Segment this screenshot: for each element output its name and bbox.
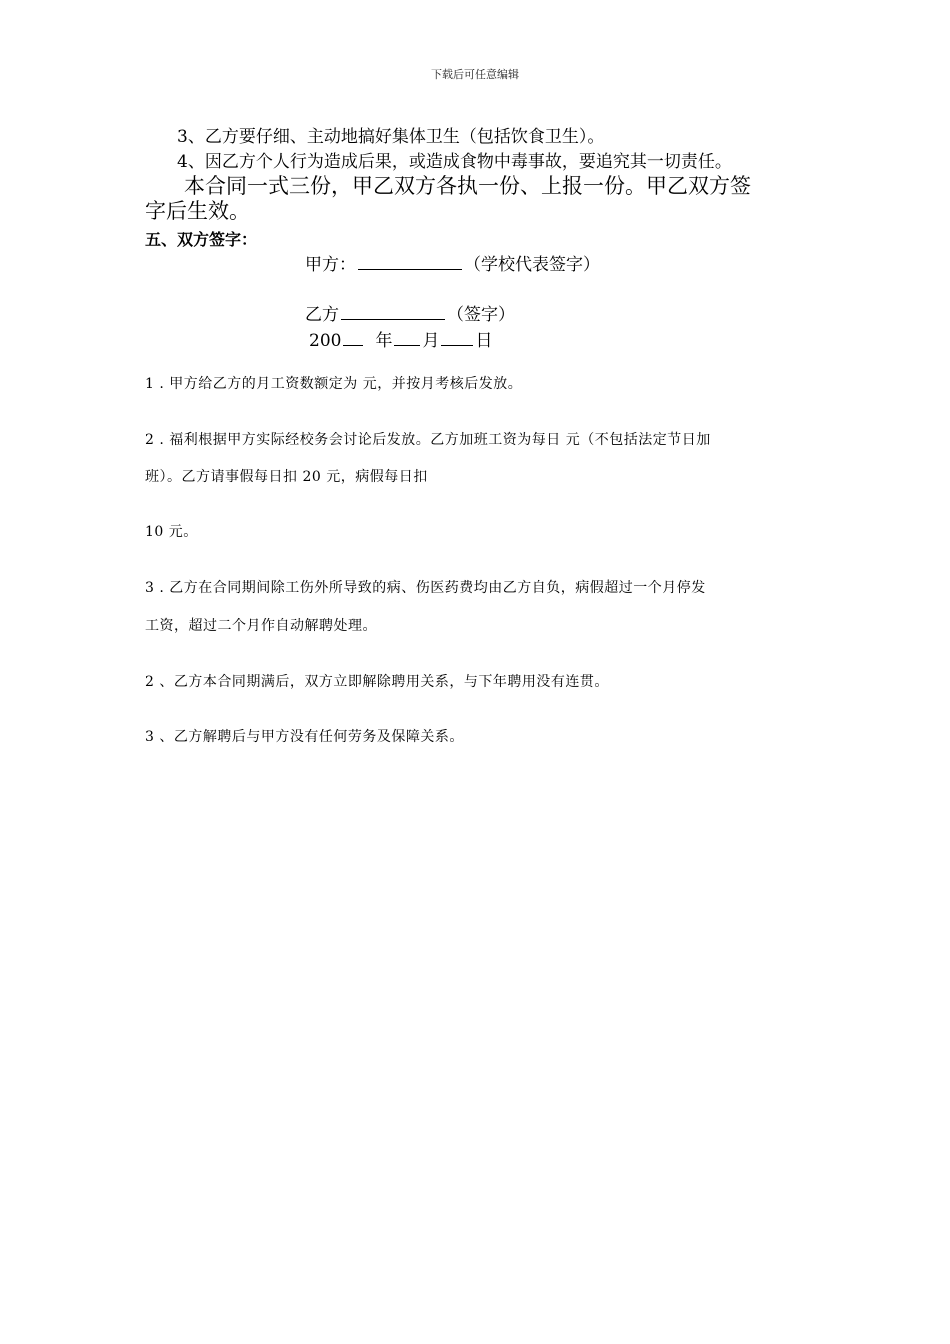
date-day-blank (441, 328, 473, 346)
party-b-signature-line (305, 300, 515, 325)
term-3-line-1: 3 . 乙方在合同期间除工伤外所导致的病、伤医药费均由乙方自负，病假超过一个月停发 (145, 580, 706, 596)
term-2-line-2: 班）。乙方请事假每日扣 20 元，病假每日扣 (145, 469, 428, 485)
date-day-unit: 日 (475, 331, 493, 351)
party-a-note: （学校代表签字） (464, 255, 600, 275)
term-2-line-1: 2 . 福利根据甲方实际经校务会讨论后发放。乙方加班工资为每日 元（不包括法定节日加 (145, 432, 711, 448)
signature-date-line (309, 326, 492, 351)
copies-clause-line-1: 本合同一式三份，甲乙双方各执一份、上报一份。甲乙双方签 (184, 174, 751, 198)
term-4: 2 、乙方本合同期满后，双方立即解除聘用关系，与下年聘用没有连贯。 (145, 674, 609, 690)
signature-heading: 五、双方签字： (145, 230, 258, 249)
clause-item-4: 4、因乙方个人行为造成后果，或造成食物中毒事故，要追究其一切责任。 (177, 152, 732, 172)
copies-clause-line-2: 字后生效。 (145, 199, 250, 223)
clause-item-3: 3、乙方要仔细、主动地搞好集体卫生（包括饮食卫生）。 (177, 127, 605, 147)
date-year-prefix: 200 (309, 331, 342, 351)
term-3-line-2: 工资，超过二个月作自动解聘处理。 (145, 618, 377, 634)
term-5: 3 、乙方解聘后与甲方没有任何劳务及保障关系。 (145, 729, 464, 745)
party-a-signature-blank (358, 252, 462, 270)
date-month-blank (394, 328, 420, 346)
party-b-note: （签字） (447, 305, 515, 325)
term-2-line-3: 10 元。 (145, 524, 198, 540)
term-1: 1 . 甲方给乙方的月工资数额定为 元，并按月考核后发放。 (145, 376, 523, 392)
date-month-unit: 月 (422, 331, 440, 351)
page-header: 下载后可任意编辑 (431, 68, 519, 81)
party-a-label: 甲方： (305, 255, 356, 275)
party-b-label: 乙方 (305, 305, 339, 325)
party-a-signature-line (305, 250, 600, 275)
date-year-blank (343, 328, 363, 346)
date-year-unit: 年 (375, 331, 393, 351)
party-b-signature-blank (341, 302, 445, 320)
